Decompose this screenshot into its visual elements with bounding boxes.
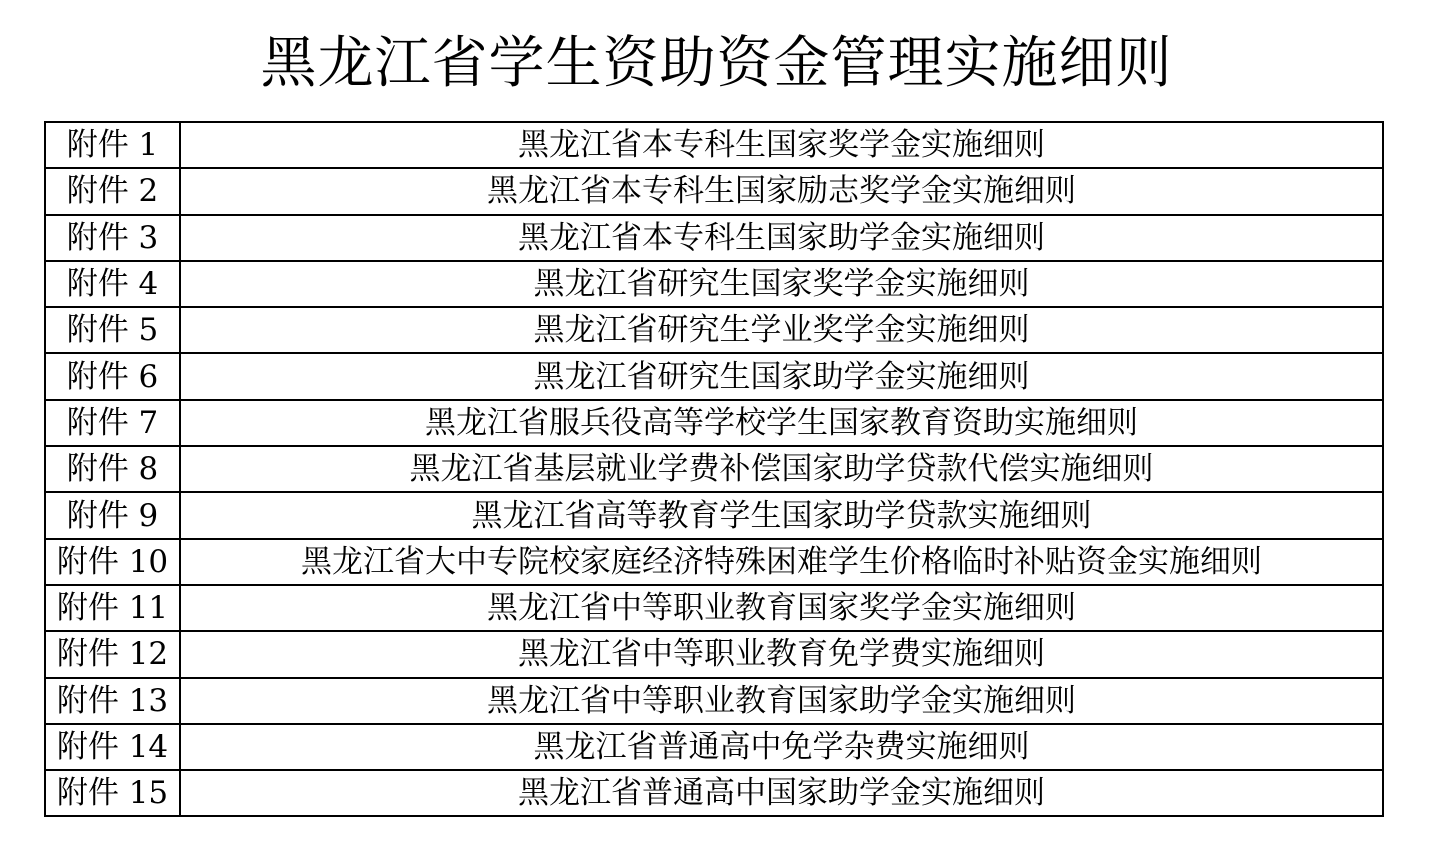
annex-number: 附件 1 xyxy=(45,122,180,168)
annex-number: 附件 6 xyxy=(45,353,180,399)
table-row xyxy=(45,261,1383,307)
table-row xyxy=(45,307,1383,353)
annex-number: 附件 2 xyxy=(45,168,180,214)
annex-title: 黑龙江省普通高中国家助学金实施细则 xyxy=(180,770,1383,816)
annex-title: 黑龙江省研究生学业奖学金实施细则 xyxy=(180,307,1383,353)
annex-title: 黑龙江省普通高中免学杂费实施细则 xyxy=(180,724,1383,770)
table-row xyxy=(45,492,1383,538)
table-row xyxy=(45,770,1383,816)
table-row xyxy=(45,539,1383,585)
table-row xyxy=(45,400,1383,446)
annex-title: 黑龙江省基层就业学费补偿国家助学贷款代偿实施细则 xyxy=(180,446,1383,492)
annex-title: 黑龙江省中等职业教育免学费实施细则 xyxy=(180,631,1383,677)
annex-title: 黑龙江省研究生国家助学金实施细则 xyxy=(180,353,1383,399)
table-row xyxy=(45,585,1383,631)
annex-number: 附件 5 xyxy=(45,307,180,353)
annex-number: 附件 9 xyxy=(45,492,180,538)
annex-title: 黑龙江省服兵役高等学校学生国家教育资助实施细则 xyxy=(180,400,1383,446)
annex-number: 附件 4 xyxy=(45,261,180,307)
annex-title: 黑龙江省高等教育学生国家助学贷款实施细则 xyxy=(180,492,1383,538)
annex-title: 黑龙江省中等职业教育国家助学金实施细则 xyxy=(180,678,1383,724)
annex-title: 黑龙江省本专科生国家助学金实施细则 xyxy=(180,215,1383,261)
annex-title: 黑龙江省研究生国家奖学金实施细则 xyxy=(180,261,1383,307)
annex-number: 附件 8 xyxy=(45,446,180,492)
annex-table xyxy=(44,121,1384,817)
annex-number: 附件 13 xyxy=(45,678,180,724)
table-row xyxy=(45,215,1383,261)
annex-title: 黑龙江省大中专院校家庭经济特殊困难学生价格临时补贴资金实施细则 xyxy=(180,539,1383,585)
annex-title: 黑龙江省本专科生国家奖学金实施细则 xyxy=(180,122,1383,168)
table-row xyxy=(45,678,1383,724)
table-row xyxy=(45,353,1383,399)
annex-number: 附件 11 xyxy=(45,585,180,631)
table-row xyxy=(45,631,1383,677)
annex-number: 附件 15 xyxy=(45,770,180,816)
annex-number: 附件 12 xyxy=(45,631,180,677)
annex-title: 黑龙江省本专科生国家励志奖学金实施细则 xyxy=(180,168,1383,214)
annex-number: 附件 10 xyxy=(45,539,180,585)
table-row xyxy=(45,724,1383,770)
table-row xyxy=(45,446,1383,492)
table-row xyxy=(45,168,1383,214)
document-title: 黑龙江省学生资助资金管理实施细则 xyxy=(260,31,1173,96)
annex-title: 黑龙江省中等职业教育国家奖学金实施细则 xyxy=(180,585,1383,631)
annex-number: 附件 14 xyxy=(45,724,180,770)
annex-number: 附件 7 xyxy=(45,400,180,446)
table-row xyxy=(45,122,1383,168)
annex-number: 附件 3 xyxy=(45,215,180,261)
